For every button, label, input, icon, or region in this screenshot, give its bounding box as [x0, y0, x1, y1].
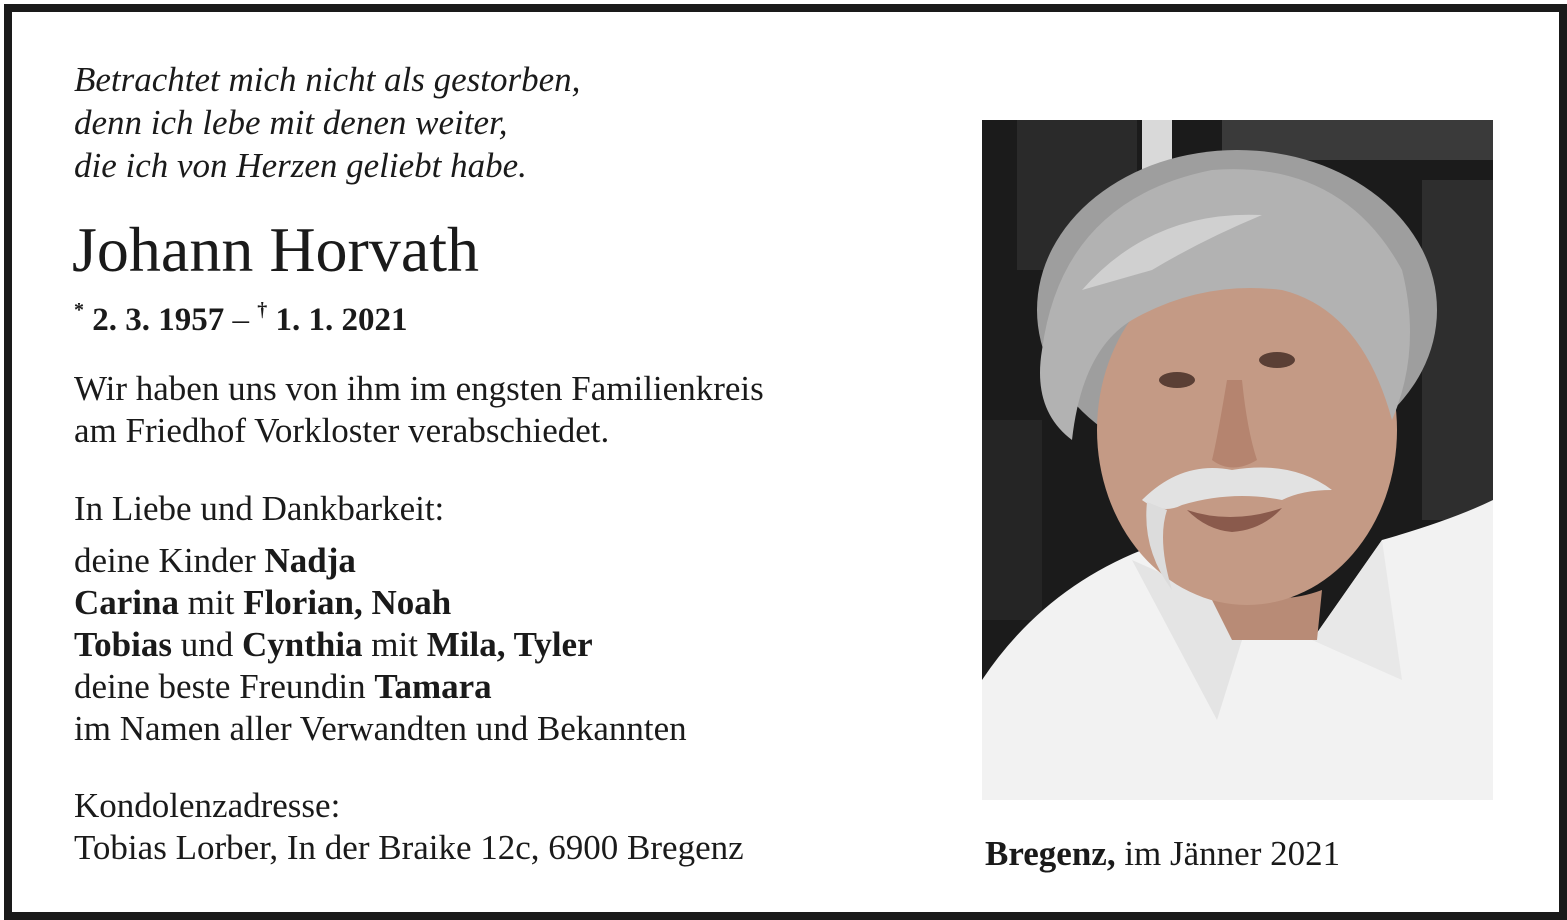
deceased-name: Johann Horvath [72, 214, 480, 285]
condolence-block [74, 785, 744, 869]
mourner-line [74, 666, 687, 708]
mourner-name: Nadja [264, 541, 356, 580]
mourner-line [74, 708, 687, 750]
farewell-text [74, 368, 764, 452]
death-date: 1. 1. 2021 [275, 302, 408, 338]
mourner-text: mit [179, 583, 244, 622]
life-dates [74, 290, 408, 342]
mourner-line [74, 540, 687, 582]
farewell-line: am Friedhof Vorkloster verabschiedet. [74, 411, 610, 450]
mourners-intro: In Liebe und Dankbarkeit: [74, 489, 445, 528]
portrait-photo [982, 120, 1493, 800]
poem-line: die ich von Herzen geliebt habe. [74, 146, 527, 185]
birth-date: 2. 3. 1957 [92, 302, 225, 338]
mourner-name: Tobias [74, 625, 172, 664]
mourner-name: Mila, Tyler [426, 625, 593, 664]
mourner-text: deine beste Freundin [74, 667, 375, 706]
mourner-line [74, 582, 687, 624]
poem [74, 58, 580, 187]
mourner-text: mit [362, 625, 427, 664]
birth-symbol: * [74, 299, 84, 321]
portrait-image [982, 120, 1493, 800]
mourner-text: und [171, 625, 242, 664]
death-symbol: † [257, 299, 268, 321]
mourner-text: im Namen aller Verwandten und Bekannten [74, 709, 687, 748]
mourner-name: Florian, Noah [243, 583, 452, 622]
farewell-line: Wir haben uns von ihm im engsten Familienkreis [74, 369, 764, 408]
mourner-name: Tamara [374, 667, 492, 706]
place-and-date [985, 832, 1340, 876]
mourner-text: deine Kinder [74, 541, 265, 580]
mourner-name: Cynthia [241, 625, 363, 664]
place: Bregenz, [985, 834, 1116, 873]
condolence-address: Tobias Lorber, In der Braike 12c, 6900 Bregenz [74, 828, 744, 867]
mourner-line [74, 624, 687, 666]
mourners-list [74, 540, 687, 750]
mourner-name: Carina [74, 583, 179, 622]
poem-line: denn ich lebe mit denen weiter, [74, 103, 508, 142]
condolence-label: Kondolenzadresse: [74, 786, 341, 825]
date-dash: – [232, 302, 249, 338]
poem-line: Betrachtet mich nicht als gestorben, [74, 60, 581, 99]
date: im Jänner 2021 [1115, 834, 1341, 873]
